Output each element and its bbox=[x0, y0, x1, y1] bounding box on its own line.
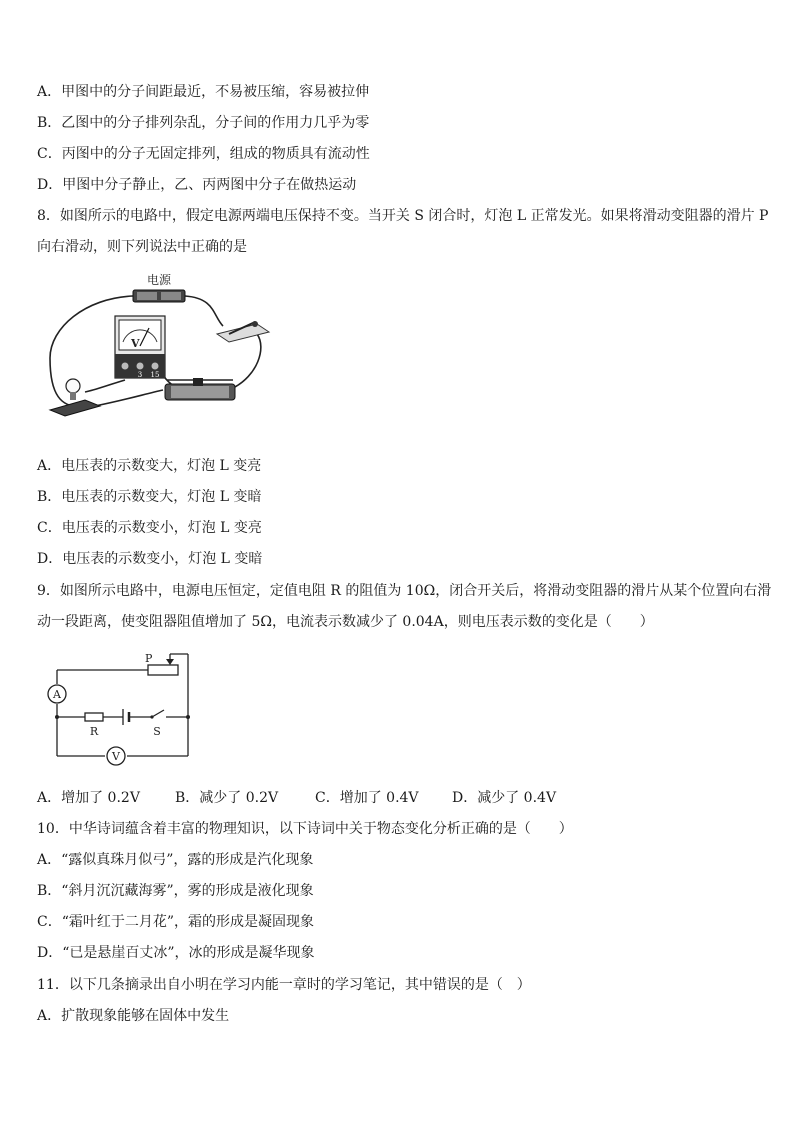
q9-option-a: A．增加了 0.2V bbox=[37, 790, 140, 806]
knife-switch bbox=[217, 321, 269, 342]
slider-label: P bbox=[145, 652, 153, 665]
voltmeter-terminal-3: 3 bbox=[137, 371, 143, 379]
q9-circuit-diagram bbox=[45, 650, 195, 770]
q8-option-c: C．电压表的示数变小，灯泡 L 变亮 bbox=[37, 520, 262, 536]
voltmeter-label: V bbox=[112, 750, 120, 763]
q10-option-b: B．“斜月沉沉藏海雾”，雾的形成是液化现象 bbox=[37, 883, 314, 899]
q7-option-a: A．甲图中的分子间距最近，不易被压缩，容易被拉伸 bbox=[37, 84, 370, 100]
rheostat bbox=[148, 665, 178, 675]
q9-stem-line2: 动一段距离，使变阻器阻值增加了 5Ω，电流表示数减少了 0.04A，则电压表示数的变化是（ ） bbox=[37, 614, 654, 630]
q7-option-c: C．丙图中的分子无固定排列，组成的物质具有流动性 bbox=[37, 146, 370, 162]
ammeter-label: A bbox=[53, 688, 61, 701]
q10-option-c: C．“霜叶红于二月花”，霜的形成是凝固现象 bbox=[37, 914, 315, 930]
q10-option-d: D．“已是悬崖百丈冰”，冰的形成是凝华现象 bbox=[37, 945, 315, 961]
q7-option-d: D．甲图中分子静止，乙、丙两图中分子在做热运动 bbox=[37, 177, 357, 193]
q10-stem: 10．中华诗词蕴含着丰富的物理知识，以下诗词中关于物态变化分析正确的是（ ） bbox=[37, 821, 573, 837]
sliding-rheostat bbox=[165, 378, 235, 400]
q11-option-a: A．扩散现象能够在固体中发生 bbox=[37, 1008, 230, 1024]
voltmeter-terminal-15: 15 bbox=[150, 371, 160, 379]
resistor bbox=[85, 713, 103, 721]
q9-option-c: C．增加了 0.4V bbox=[315, 790, 419, 806]
switch bbox=[152, 710, 164, 717]
q8-stem-line1: 8．如图所示的电路中，假定电源两端电压保持不变。当开关 S 闭合时，灯泡 L 正常发光。如果将滑动变阻器的滑片 P bbox=[37, 208, 769, 224]
q9-option-d: D．减少了 0.4V bbox=[452, 790, 557, 806]
voltmeter bbox=[115, 316, 165, 379]
voltmeter-letter: V bbox=[131, 337, 140, 350]
lamp bbox=[50, 379, 100, 416]
power-source-label: 电源 bbox=[146, 273, 172, 287]
resistor-label: R bbox=[89, 725, 99, 738]
power-source bbox=[133, 272, 185, 302]
q8-option-b: B．电压表的示数变大，灯泡 L 变暗 bbox=[37, 489, 262, 505]
q9-stem-line1: 9．如图所示电路中，电源电压恒定，定值电阻 R 的阻值为 10Ω，闭合开关后，将滑动变阻器的滑片从某个位置向右滑 bbox=[37, 583, 772, 599]
q7-option-b: B．乙图中的分子排列杂乱，分子间的作用力几乎为零 bbox=[37, 115, 370, 131]
q8-circuit-figure bbox=[45, 268, 275, 418]
q8-option-d: D．电压表的示数变小，灯泡 L 变暗 bbox=[37, 551, 263, 567]
q9-option-b: B．减少了 0.2V bbox=[175, 790, 279, 806]
q8-stem-line2: 向右滑动，则下列说法中正确的是 bbox=[37, 239, 247, 255]
q10-option-a: A．“露似真珠月似弓”，露的形成是汽化现象 bbox=[37, 852, 314, 868]
switch-label: S bbox=[153, 725, 161, 738]
q11-stem: 11．以下几条摘录出自小明在学习内能一章时的学习笔记，其中错误的是（ ） bbox=[37, 977, 531, 993]
q8-option-a: A．电压表的示数变大，灯泡 L 变亮 bbox=[37, 458, 262, 474]
